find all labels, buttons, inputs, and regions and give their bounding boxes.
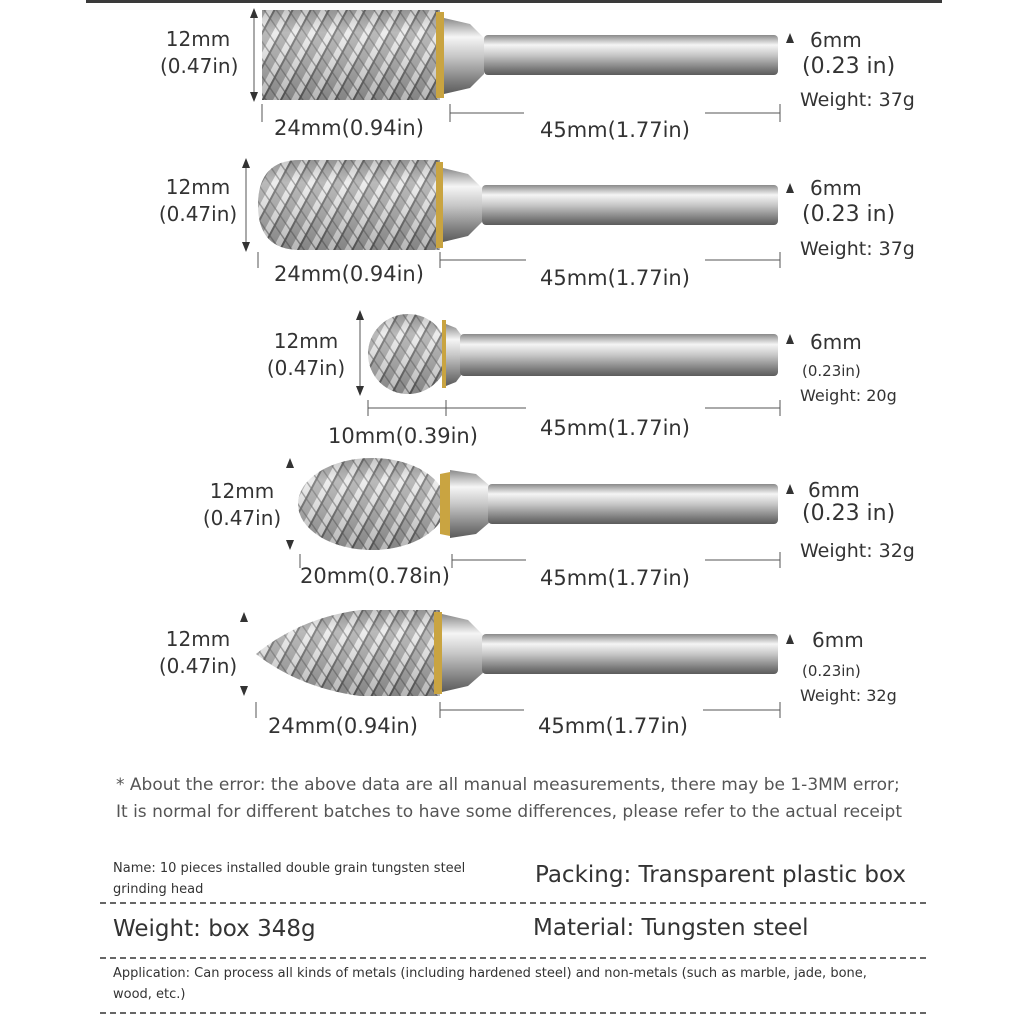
- shank-mm-label: 6mm: [810, 330, 862, 354]
- diameter-mm-label: 12mm: [165, 627, 231, 651]
- diameter-in-label: (0.47in): [158, 202, 238, 226]
- diameter-mm-label: 12mm: [273, 329, 339, 353]
- diameter-in-label: (0.47in): [202, 506, 282, 530]
- burr-row-tree: [0, 596, 1024, 746]
- shank-mm-label: 6mm: [810, 28, 862, 52]
- diameter-mm-label: 12mm: [165, 27, 231, 51]
- burr-tree-illustration: [0, 596, 1024, 746]
- spec-application: Application: Can process all kinds of metals (including hardened steel) and non-metals (such as marble, jade, bone, wood, etc.): [113, 966, 867, 1002]
- shank-length-label: 45mm(1.77in): [540, 566, 690, 590]
- head-length-label: 24mm(0.94in): [274, 262, 424, 286]
- shank-mm-label: 6mm: [808, 478, 860, 502]
- shank-length-label: 45mm(1.77in): [540, 416, 690, 440]
- diameter-in-label: (0.47in): [266, 356, 346, 380]
- shank-in-label: (0.23in): [802, 362, 861, 380]
- shank-in-label: (0.23in): [802, 662, 861, 680]
- diameter-mm-label: 12mm: [165, 175, 231, 199]
- head-length-label: 24mm(0.94in): [268, 714, 418, 738]
- shank-in-label: (0.23 in): [802, 202, 896, 227]
- head-length-label: 24mm(0.94in): [274, 116, 424, 140]
- spec-name: Name: 10 pieces installed double grain tungsten steel grinding head: [113, 861, 466, 897]
- burr-row-ball-nose-cylinder: [0, 148, 1024, 298]
- burr-ball-illustration: [0, 298, 1024, 448]
- spec-material: Material: Tungsten steel: [533, 915, 809, 941]
- shank-mm-label: 6mm: [810, 176, 862, 200]
- head-length-label: 20mm(0.78in): [300, 564, 450, 588]
- shank-in-label: (0.23 in): [802, 501, 896, 526]
- diameter-in-label: (0.47in): [158, 654, 238, 678]
- diameter-in-label: (0.47in): [160, 54, 239, 78]
- shank-length-label: 45mm(1.77in): [538, 714, 688, 738]
- shank-in-label: (0.23 in): [802, 54, 896, 79]
- shank-length-label: 45mm(1.77in): [540, 266, 690, 290]
- burr-row-oval: [0, 446, 1024, 596]
- head-length-label: 10mm(0.39in): [328, 424, 478, 448]
- weight-label: Weight: 37g: [800, 238, 915, 260]
- spec-packing: Packing: Transparent plastic box: [535, 862, 907, 888]
- shank-mm-label: 6mm: [812, 628, 864, 652]
- spec-divider: [100, 902, 926, 904]
- shank-length-label: 45mm(1.77in): [540, 118, 690, 142]
- spec-divider: [100, 1012, 926, 1014]
- weight-label: Weight: 32g: [800, 686, 897, 705]
- weight-label: Weight: 20g: [800, 386, 897, 405]
- weight-label: Weight: 37g: [800, 89, 915, 111]
- weight-label: Weight: 32g: [800, 540, 915, 562]
- spec-divider: [100, 957, 926, 959]
- burr-row-cylinder: [0, 0, 1024, 150]
- diameter-mm-label: 12mm: [209, 479, 275, 503]
- measurement-error-note: * About the error: the above data are all manual measurements, there may be 1-3MM error; It is normal for different batches to have some differences, please refer to the actual receipt: [116, 775, 903, 822]
- spec-weight: Weight: box 348g: [113, 916, 316, 942]
- burr-row-ball: [0, 298, 1024, 448]
